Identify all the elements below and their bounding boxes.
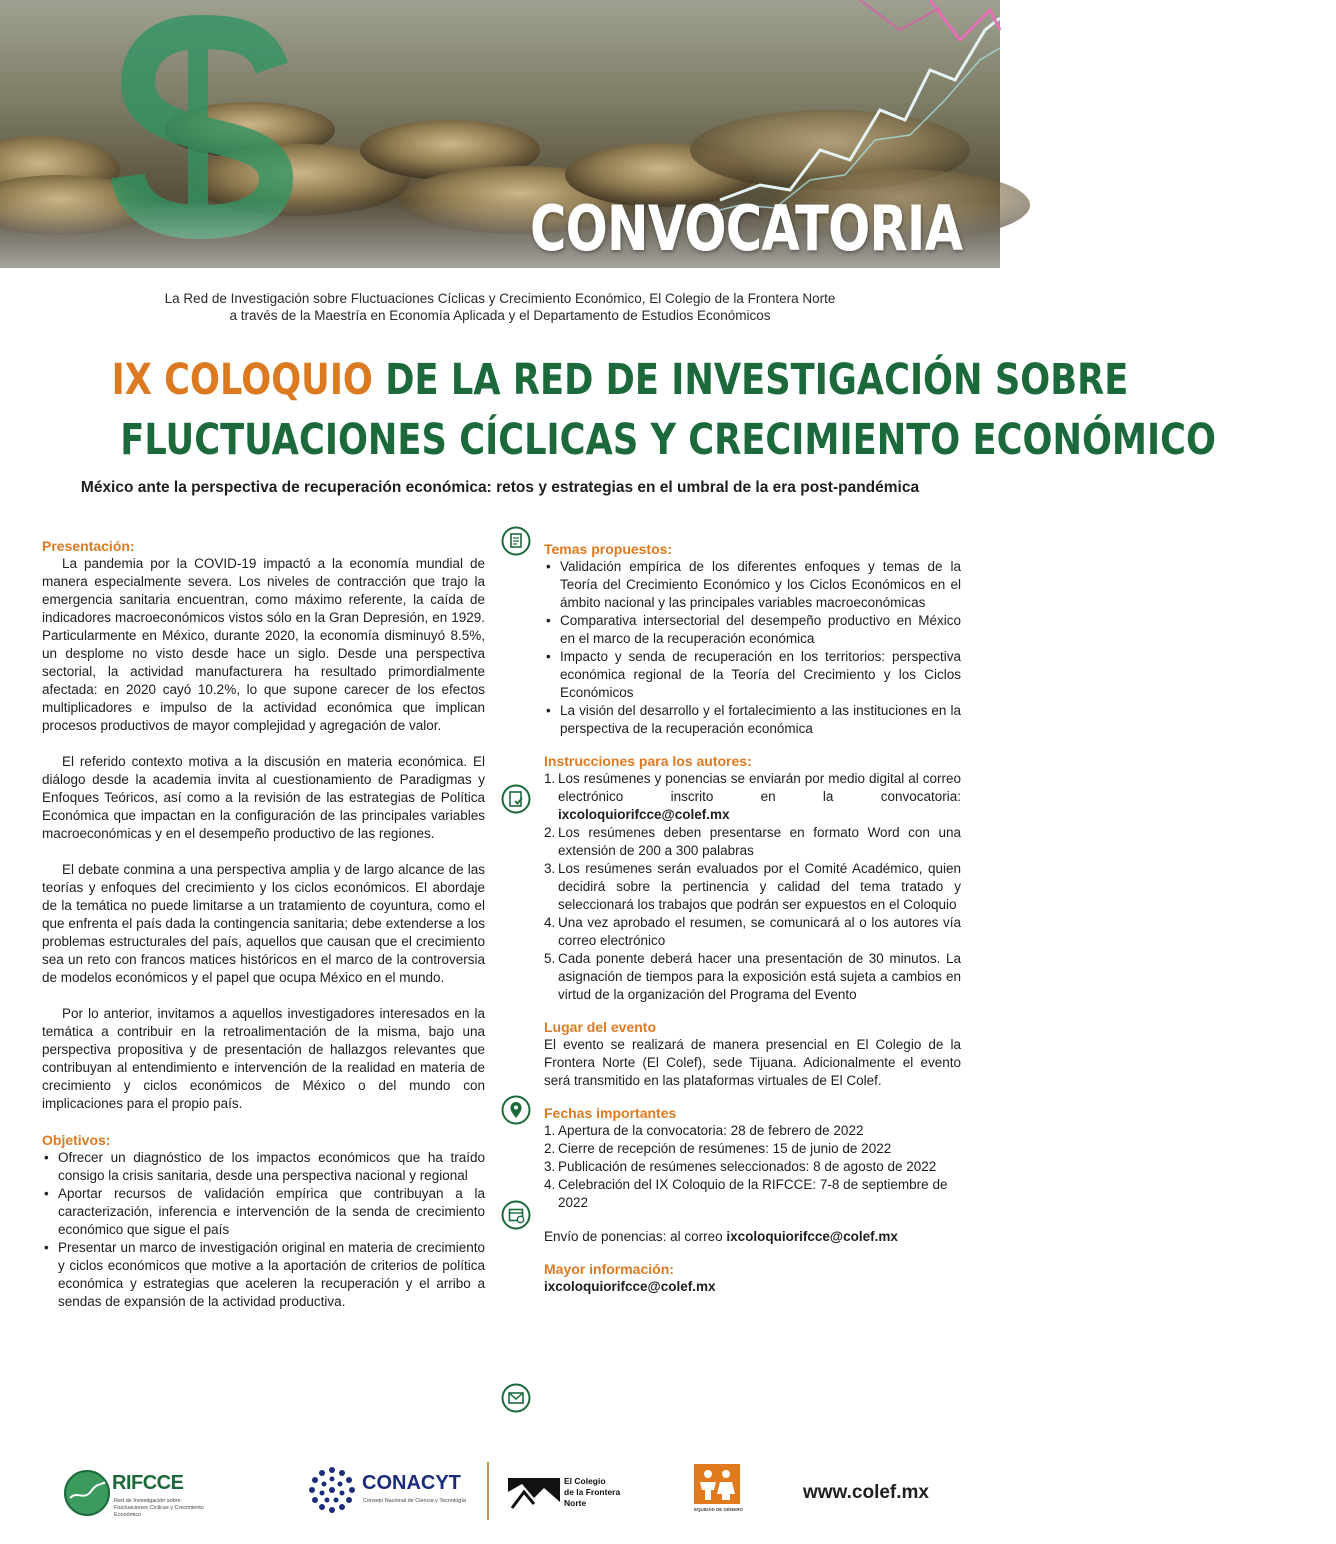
subtitle: México ante la perspectiva de recuperación económica: retos y estrategias en el umbral de la era post-pandémica bbox=[80, 479, 920, 496]
list-item: 2. Cierre de recepción de resúmenes: 15 de junio de 2022 bbox=[544, 1141, 892, 1156]
colef-name: El Colegio de la Frontera Norte bbox=[564, 1476, 621, 1508]
intro-line-2: a través de la Maestría en Economía Aplicada y el Departamento de Estudios Económicos bbox=[229, 308, 771, 323]
website-link[interactable]: www.colef.mx bbox=[803, 1482, 929, 1503]
envelope-icon bbox=[501, 1383, 531, 1413]
fechas-heading: Fechas importantes bbox=[544, 1105, 677, 1121]
rifcce-logo bbox=[62, 1468, 212, 1518]
lugar-text: El evento se realizará de manera presencial en El Colegio de la Frontera Norte (El Colef), sede Tijuana. Adicionalmente el evento será transmitido en las plataformas virtuales de El Colef. bbox=[544, 1037, 961, 1088]
footer-divider bbox=[487, 1462, 489, 1520]
intro-line-1: La Red de Investigación sobre Fluctuaciones Cíclicas y Crecimiento Económico, El Colegio de la Frontera Norte bbox=[164, 291, 836, 306]
list-item: 1. Apertura de la convocatoria: 28 de febrero de 2022 bbox=[544, 1123, 864, 1138]
envio-email[interactable]: ixcoloquiorifcce@colef.mx bbox=[726, 1229, 898, 1244]
list-item: 4. Celebración del IX Coloquio de la RIFCCE: 7-8 de septiembre de 2022 bbox=[544, 1177, 948, 1210]
fechas-list bbox=[544, 1122, 961, 1212]
conacyt-logo bbox=[306, 1464, 476, 1520]
temas-list bbox=[544, 558, 961, 738]
footer bbox=[0, 1440, 1000, 1544]
title-accent: IX COLOQUIO bbox=[111, 355, 373, 405]
list-item: • Aportar recursos de validación empírica que contribuyan a la caracterización, inferencia e intervención de la senda de crecimiento económico que sigue el país bbox=[42, 1185, 485, 1239]
rifcce-subtitle: Red de Investigación sobre Fluctuaciones Cíclicas y Crecimiento Económico bbox=[114, 1498, 204, 1518]
main-title bbox=[0, 350, 1217, 470]
list-item: 2. Los resúmenes deben presentarse en formato Word con una extensión de 200 a 300 palabras bbox=[544, 825, 961, 858]
rifcce-globe-icon bbox=[62, 1468, 112, 1518]
list-item: 1. Los resúmenes y ponencias se enviarán por medio digital al correo electrónico inscrito en la convocatoria: ixcoloquiorifcce@colef.mx bbox=[544, 771, 961, 822]
right-column bbox=[544, 540, 961, 1310]
hero-title: CONVOCATORIA bbox=[529, 192, 962, 265]
presentacion-paragraph: Por lo anterior, invitamos a aquellos investigadores interesados en la temática a contribuir en la retroalimentación de la misma, bajo una perspectiva propositiva y de presentación de hallazgos relevantes que contribuyan al entendimiento e intervención de la realidad en materia de crecimiento y ciclos económicos de México o del mundo con implicaciones para el propio país. bbox=[42, 1006, 485, 1111]
lugar-heading: Lugar del evento bbox=[544, 1019, 657, 1035]
list-item: • La visión del desarrollo y el fortalecimiento a las instituciones en la perspectiva de la recuperación económica bbox=[544, 702, 961, 738]
list-item: • Comparativa intersectorial del desempeño productivo en México en el marco de la recuperación económica bbox=[544, 612, 961, 648]
list-item: • Impacto y senda de recuperación en los territorios: perspectiva económica regional de la Teoría del Crecimiento y los Ciclos Económicos bbox=[544, 648, 961, 702]
objetivos-heading: Objetivos: bbox=[42, 1132, 111, 1148]
colef-emblem-icon bbox=[508, 1478, 560, 1508]
title-line-2: FLUCTUACIONES CÍCLICAS Y CRECIMIENTO ECONÓMICO bbox=[120, 415, 1217, 465]
rifcce-name: RIFCCE bbox=[112, 1472, 184, 1494]
list-item: • Presentar un marco de investigación original en materia de crecimiento y ciclos económicos que motive a la aportación de criterios de política económica y estrategias que aceleren la recuperación y el arribo a sendas de expansión de la actividad productiva. bbox=[42, 1239, 485, 1311]
left-column bbox=[42, 537, 485, 1311]
instrucciones-email[interactable]: ixcoloquiorifcce@colef.mx bbox=[558, 807, 730, 822]
hero-banner bbox=[0, 0, 1000, 268]
presentacion-heading: Presentación: bbox=[42, 538, 135, 554]
objetivos-list bbox=[42, 1149, 485, 1311]
list-item: • Validación empírica de los diferentes enfoques y temas de la Teoría del Crecimiento Económico y los Ciclos Económicos en el ámbito nacional y las principales variables macroeconómicas bbox=[544, 558, 961, 612]
mayor-email[interactable]: ixcoloquiorifcce@colef.mx bbox=[544, 1279, 716, 1294]
gender-equity-icon bbox=[694, 1464, 740, 1504]
equidad-logo bbox=[694, 1464, 752, 1520]
list-item: 4. Una vez aprobado el resumen, se comunicará al o los autores vía correo electrónico bbox=[544, 915, 961, 948]
list-item: 3. Publicación de resúmenes seleccionados: 8 de agosto de 2022 bbox=[544, 1159, 937, 1174]
instrucciones-list bbox=[544, 770, 961, 1004]
conacyt-subtitle: Consejo Nacional de Ciencia y Tecnología bbox=[363, 1498, 466, 1504]
list-item: 5. Cada ponente deberá hacer una presentación de 30 minutos. La asignación de tiempos para la exposición está sujeta a cambios en virtud de la organización del Programa del Evento bbox=[544, 951, 961, 1002]
checklist-icon bbox=[501, 784, 531, 814]
conacyt-dots-icon bbox=[306, 1464, 358, 1516]
document-icon bbox=[501, 526, 531, 556]
temas-heading: Temas propuestos: bbox=[544, 541, 673, 557]
intro-text bbox=[0, 290, 1000, 324]
location-pin-icon bbox=[501, 1095, 531, 1125]
list-item: • Ofrecer un diagnóstico de los impactos económicos que ha traído consigo la crisis sanitaria, desde una perspectiva nacional y regional bbox=[42, 1149, 485, 1185]
list-item: 3. Los resúmenes serán evaluados por el Comité Académico, quien decidirá sobre la pertinencia y calidad del tema tratado y seleccionará los trabajos que podrán ser expuestos en el Coloquio bbox=[544, 861, 961, 912]
equidad-label: EQUIDAD DE GÉNERO bbox=[694, 1507, 744, 1512]
presentacion-paragraph: El referido contexto motiva a la discusión en materia económica. El diálogo desde la academia invita al cuestionamiento de Paradigmas y Enfoques Teóricos, así como a la revisión de las estrategias de Política Económica que impactan en la configuración de las principales variables macroeconómicas y en el desempeño productivo de las regiones. bbox=[42, 754, 485, 841]
presentacion-paragraph: La pandemia por la COVID-19 impactó a la economía mundial de manera especialmente severa. Los niveles de contracción que trajo la emergencia sanitaria encuentran, como máximo referente, la caída de indicadores macroeconómicos vistos sólo en la Gran Depresión, en 1929. Particularmente en México, durante 2020, la economía disminuyó 8.5%, un desplome no visto desde hace un siglo. Desde una perspectiva sectorial, la actividad manufacturera ha resultado primordialmente afectada: en 2020 cayó 10.2%, lo que supone carecer de los efectos multiplicadores e impulso de la actividad económica que implican procesos productivos de mayor complejidad y agregación de valor. bbox=[42, 556, 485, 733]
presentacion-paragraph: El debate conmina a una perspectiva amplia y de largo alcance de las teorías y enfoques del crecimiento y los ciclos económicos. El abordaje de la temática no puede limitarse a un tratamiento de coyuntura, como el que enfrenta el país dada la contingencia sanitaria; debe extenderse a los problemas estructurales del país, aquellos que causan que el crecimiento sea un reto con francos matices históricos en el marco de la controversia de modelos económicos y el papel que ocupa México en el mundo. bbox=[42, 862, 485, 985]
envio-label: Envío de ponencias: al correo bbox=[544, 1229, 727, 1244]
calendar-icon bbox=[501, 1200, 531, 1230]
mayor-heading: Mayor información: bbox=[544, 1261, 674, 1277]
title-line-1: DE LA RED DE INVESTIGACIÓN SOBRE bbox=[372, 355, 1129, 405]
conacyt-name: CONACYT bbox=[362, 1472, 461, 1494]
instrucciones-heading: Instrucciones para los autores: bbox=[544, 753, 752, 769]
colef-logo bbox=[508, 1476, 628, 1518]
